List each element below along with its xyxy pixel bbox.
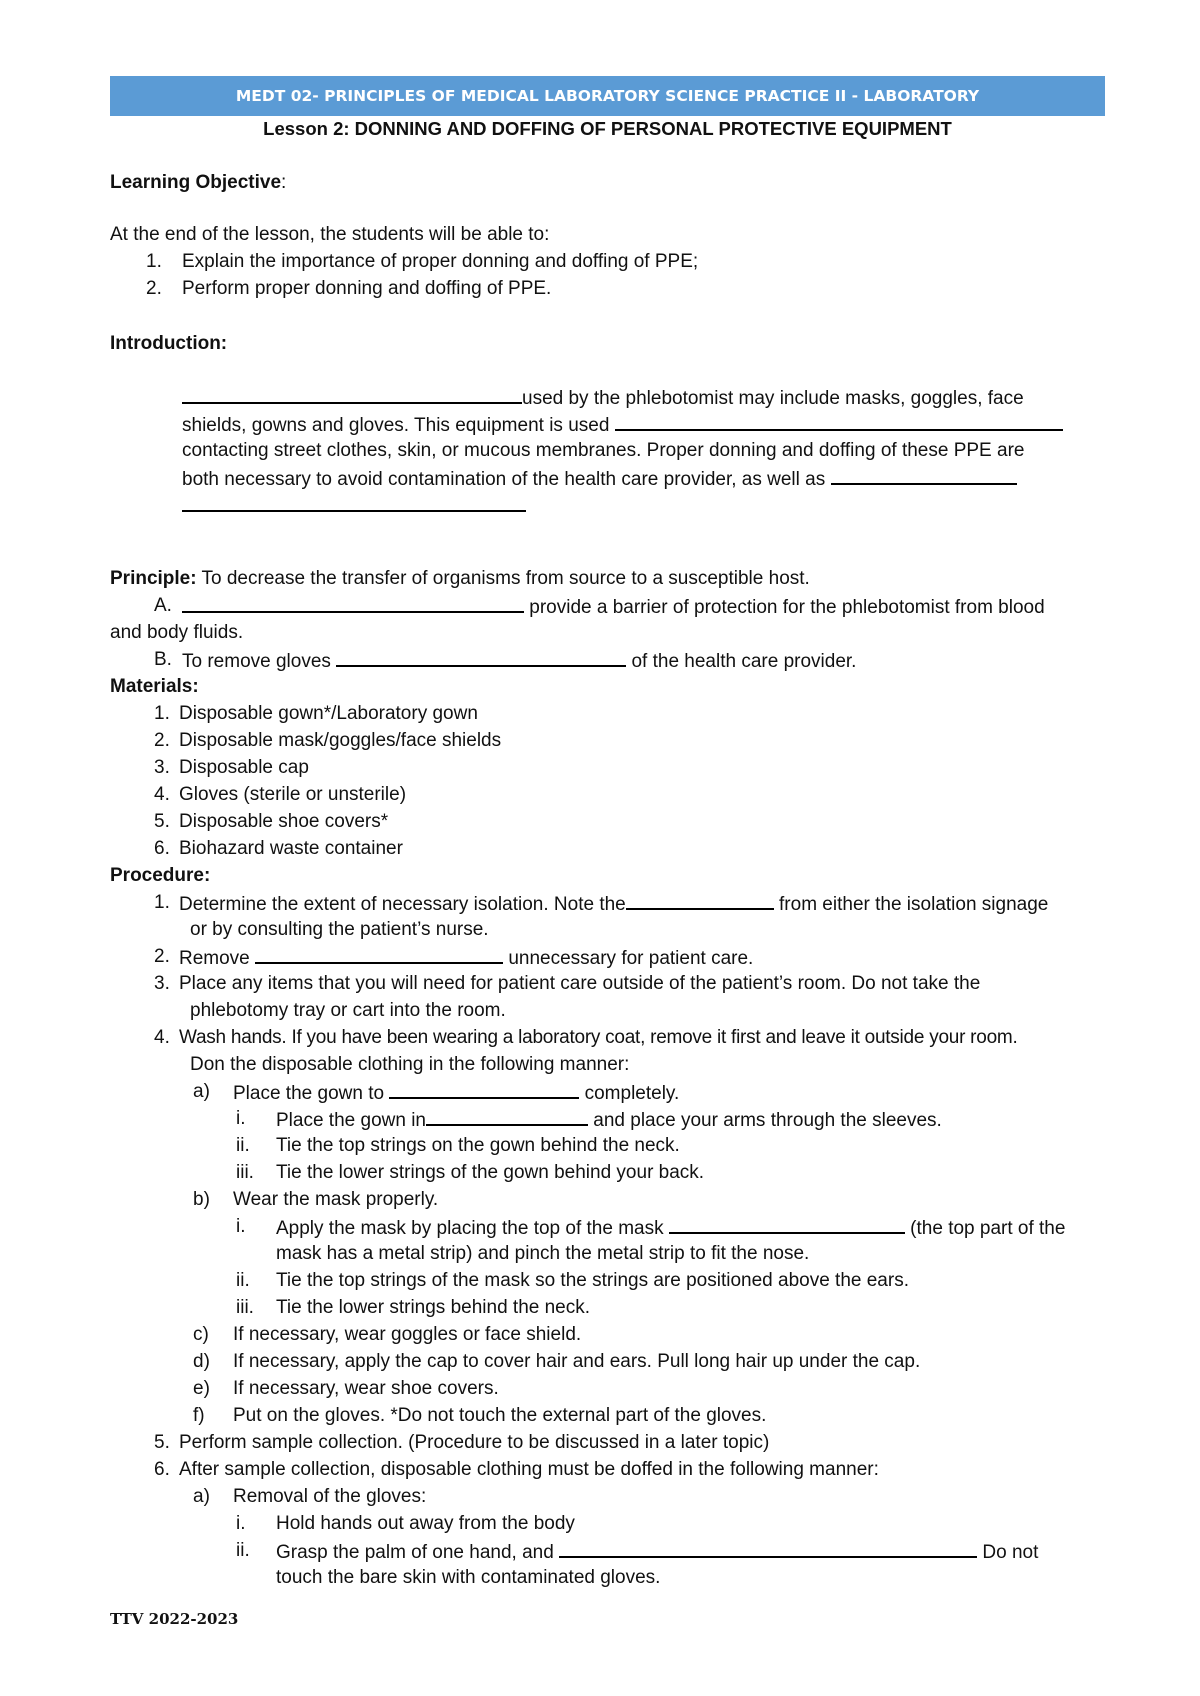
blank[interactable]	[336, 649, 626, 667]
blank[interactable]	[182, 386, 522, 404]
step-1: Determine the extent of necessary isolation. Note the from either the isolation signage	[179, 894, 1049, 915]
principle-b-label: B.	[154, 649, 172, 670]
sub-label: iii.	[236, 1297, 254, 1318]
sub-label: e)	[193, 1378, 210, 1399]
step-6a-ii-cont: touch the bare skin with contaminated gloves.	[276, 1567, 661, 1588]
material-num: 2.	[154, 730, 170, 751]
step-5: Perform sample collection. (Procedure to be discussed in a later topic)	[179, 1432, 770, 1453]
blank[interactable]	[255, 946, 503, 964]
step-4a: Place the gown to completely.	[233, 1083, 680, 1104]
material-item: Disposable mask/goggles/face shields	[179, 730, 502, 751]
principle-a-label: A.	[154, 595, 172, 616]
step-3: Place any items that you will need for patient care outside of the patient’s room. Do not take the	[179, 973, 981, 994]
sub-label: i.	[236, 1216, 246, 1237]
sub-label: ii.	[236, 1540, 250, 1561]
intro-line-5	[182, 494, 526, 518]
sub-label: ii.	[236, 1135, 250, 1156]
material-num: 4.	[154, 784, 170, 805]
material-item: Disposable gown*/Laboratory gown	[179, 703, 478, 724]
objective-item-2: Perform proper donning and doffing of PPE.	[182, 278, 552, 299]
blank[interactable]	[426, 1108, 588, 1126]
objective-num-1: 1.	[146, 251, 162, 272]
objective-item-1: Explain the importance of proper donning and doffing of PPE;	[182, 251, 699, 272]
step-6a-ii: Grasp the palm of one hand, and Do not	[276, 1542, 1039, 1563]
step-6: After sample collection, disposable clothing must be doffed in the following manner:	[179, 1459, 879, 1480]
blank[interactable]	[182, 595, 524, 613]
step-num: 1.	[154, 892, 170, 913]
step-4c: If necessary, wear goggles or face shield.	[233, 1324, 582, 1345]
step-2: Remove unnecessary for patient care.	[179, 948, 754, 969]
intro-line-1: used by the phlebotomist may include masks, goggles, face	[182, 386, 1024, 410]
intro-heading: Introduction:	[110, 333, 228, 354]
blank[interactable]	[831, 467, 1017, 485]
step-4e: If necessary, wear shoe covers.	[233, 1378, 499, 1399]
material-item: Biohazard waste container	[179, 838, 403, 859]
material-num: 3.	[154, 757, 170, 778]
intro-line-3: contacting street clothes, skin, or mucous membranes. Proper donning and doffing of these PPE are	[182, 440, 1025, 461]
objective-lead: At the end of the lesson, the students will be able to:	[110, 224, 550, 245]
materials-heading: Materials:	[110, 676, 199, 697]
step-3-cont: phlebotomy tray or cart into the room.	[190, 1000, 506, 1021]
step-4f: Put on the gloves. *Do not touch the external part of the gloves.	[233, 1405, 767, 1426]
sub-label: i.	[236, 1108, 246, 1129]
sub-label: iii.	[236, 1162, 254, 1183]
step-4b-iii: Tie the lower strings behind the neck.	[276, 1297, 591, 1318]
step-6a: Removal of the gloves:	[233, 1486, 427, 1507]
material-num: 5.	[154, 811, 170, 832]
step-4a-iii: Tie the lower strings of the gown behind your back.	[276, 1162, 705, 1183]
principle-a-cont: and body fluids.	[110, 622, 244, 643]
sub-label: a)	[193, 1486, 210, 1507]
step-num: 4.	[154, 1027, 170, 1048]
step-4d: If necessary, apply the cap to cover hair and ears. Pull long hair up under the cap.	[233, 1351, 921, 1372]
blank[interactable]	[559, 1540, 977, 1558]
step-4b-ii: Tie the top strings of the mask so the strings are positioned above the ears.	[276, 1270, 909, 1291]
material-num: 6.	[154, 838, 170, 859]
step-4a-i: Place the gown in and place your arms through the sleeves.	[276, 1110, 942, 1131]
blank[interactable]	[182, 494, 526, 512]
blank[interactable]	[669, 1216, 905, 1234]
sub-label: c)	[193, 1324, 209, 1345]
material-item: Disposable shoe covers*	[179, 811, 389, 832]
course-banner: MEDT 02- PRINCIPLES OF MEDICAL LABORATORY SCIENCE PRACTICE II - LABORATORY	[110, 76, 1105, 116]
sub-label: ii.	[236, 1270, 250, 1291]
step-num: 3.	[154, 973, 170, 994]
step-4b-i: Apply the mask by placing the top of the mask (the top part of the	[276, 1218, 1066, 1239]
sub-label: a)	[193, 1081, 210, 1102]
step-num: 2.	[154, 946, 170, 967]
principle-line: Principle: To decrease the transfer of organisms from source to a susceptible host.	[110, 568, 810, 589]
step-6a-i: Hold hands out away from the body	[276, 1513, 575, 1534]
step-num: 5.	[154, 1432, 170, 1453]
step-4-cont: Don the disposable clothing in the following manner:	[190, 1054, 630, 1075]
material-item: Disposable cap	[179, 757, 309, 778]
intro-line-4: both necessary to avoid contamination of the health care provider, as well as	[182, 467, 1017, 491]
blank[interactable]	[389, 1081, 579, 1099]
objective-heading: Learning Objective:	[110, 172, 287, 193]
material-num: 1.	[154, 703, 170, 724]
intro-line-2: shields, gowns and gloves. This equipment is used	[182, 413, 1063, 437]
step-4b: Wear the mask properly.	[233, 1189, 439, 1210]
step-1-cont: or by consulting the patient’s nurse.	[190, 919, 489, 940]
sub-label: i.	[236, 1513, 246, 1534]
principle-a: provide a barrier of protection for the phlebotomist from blood	[182, 595, 1045, 619]
material-item: Gloves (sterile or unsterile)	[179, 784, 407, 805]
step-4: Wash hands. If you have been wearing a laboratory coat, remove it first and leave it outside your room.	[179, 1027, 1018, 1048]
blank[interactable]	[626, 892, 774, 910]
blank[interactable]	[615, 413, 1063, 431]
lesson-title: Lesson 2: DONNING AND DOFFING OF PERSONAL PROTECTIVE EQUIPMENT	[263, 118, 952, 139]
step-4b-i-cont: mask has a metal strip) and pinch the metal strip to fit the nose.	[276, 1243, 810, 1264]
procedure-heading: Procedure:	[110, 865, 211, 886]
objective-num-2: 2.	[146, 278, 162, 299]
sub-label: f)	[193, 1405, 205, 1426]
sub-label: b)	[193, 1189, 210, 1210]
footer-text: TTV 2022-2023	[110, 1610, 239, 1628]
step-num: 6.	[154, 1459, 170, 1480]
step-4a-ii: Tie the top strings on the gown behind the neck.	[276, 1135, 680, 1156]
principle-b: To remove gloves of the health care provider.	[182, 651, 857, 672]
sub-label: d)	[193, 1351, 210, 1372]
